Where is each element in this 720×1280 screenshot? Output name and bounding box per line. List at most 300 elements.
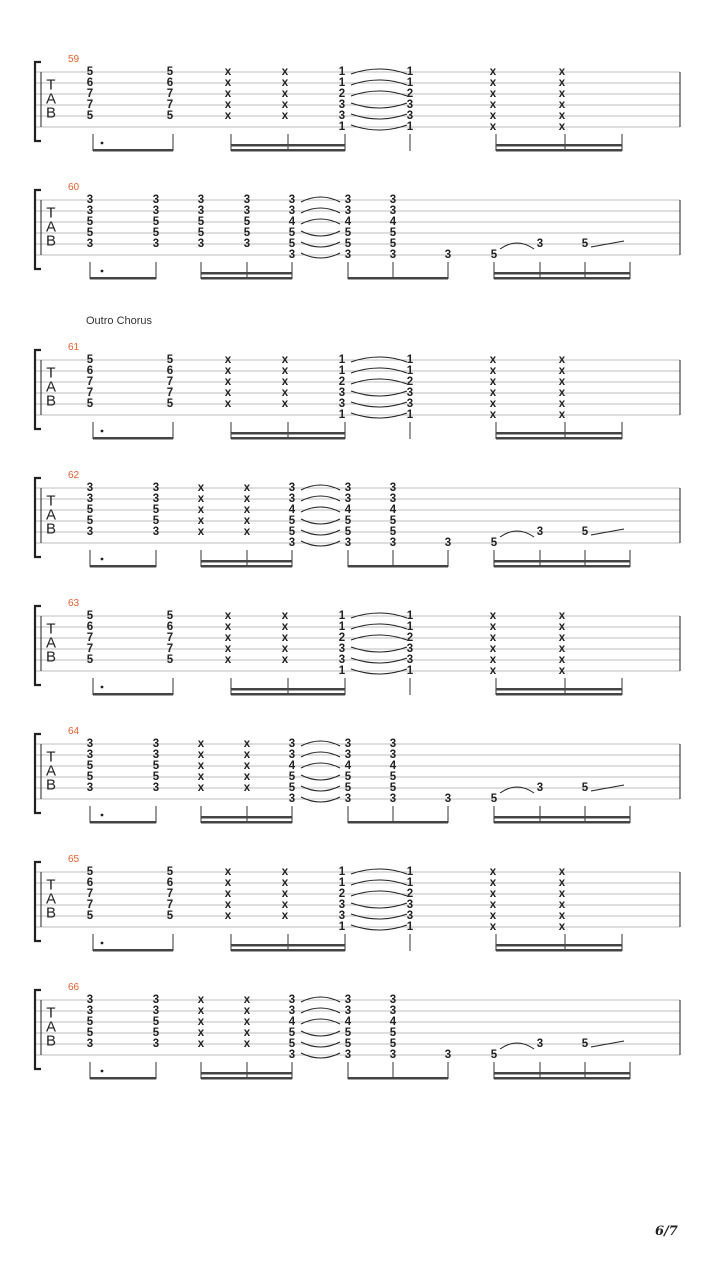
fret-number: 3 — [86, 749, 94, 761]
dead-note: x — [281, 99, 289, 111]
fret-number: 3 — [389, 793, 397, 805]
dead-note: x — [281, 398, 289, 410]
fret-number: 4 — [344, 1016, 352, 1028]
fret-number: 3 — [344, 1049, 352, 1061]
fret-number: 3 — [86, 1005, 94, 1017]
system-bracket — [35, 990, 41, 1069]
fret-number: 1 — [406, 66, 414, 78]
beam — [496, 688, 622, 691]
fret-number: 3 — [536, 526, 544, 538]
fret-number: 5 — [344, 771, 352, 783]
dead-note: x — [281, 387, 289, 399]
beam — [90, 1077, 156, 1080]
beam — [496, 149, 622, 152]
section-label-outro-chorus: Outro Chorus — [86, 315, 153, 327]
fret-number: 3 — [86, 526, 94, 538]
fret-number: 5 — [288, 227, 296, 239]
fret-number: 5 — [389, 1038, 397, 1050]
dead-note: x — [558, 899, 566, 911]
fret-number: 2 — [406, 888, 414, 900]
fret-number: 5 — [344, 515, 352, 527]
beam — [90, 821, 156, 824]
fret-number: 3 — [338, 99, 346, 111]
fret-number: 5 — [243, 227, 251, 239]
fret-number: 7 — [86, 376, 94, 388]
fret-number: 5 — [86, 771, 94, 783]
measure-number: 59 — [68, 54, 80, 65]
tab-system — [35, 726, 680, 824]
dead-note: x — [224, 88, 232, 100]
fret-number: 5 — [166, 66, 174, 78]
fret-number: 1 — [406, 665, 414, 677]
dead-note: x — [489, 110, 497, 122]
dead-note: x — [281, 888, 289, 900]
fret-number: 3 — [86, 994, 94, 1006]
beam — [496, 693, 622, 696]
beam — [231, 432, 345, 435]
fret-number: 5 — [86, 760, 94, 772]
dot — [101, 142, 104, 145]
fret-number: 3 — [406, 910, 414, 922]
fret-number: 3 — [288, 482, 296, 494]
beam — [496, 432, 622, 435]
dead-note: x — [224, 376, 232, 388]
system-bracket — [35, 478, 41, 557]
fret-number: 3 — [288, 249, 296, 261]
fret-number: 5 — [86, 110, 94, 122]
dead-note: x — [224, 99, 232, 111]
fret-number: 3 — [86, 782, 94, 794]
fret-number: 5 — [581, 782, 589, 794]
fret-number: 3 — [444, 537, 452, 549]
dead-note: x — [243, 771, 251, 783]
dead-note: x — [224, 610, 232, 622]
fret-number: 5 — [166, 110, 174, 122]
fret-number: 2 — [338, 376, 346, 388]
fret-number: 5 — [243, 216, 251, 228]
dead-note: x — [281, 643, 289, 655]
dead-note: x — [489, 409, 497, 421]
beam — [348, 821, 448, 824]
dead-note: x — [558, 88, 566, 100]
fret-number: 3 — [344, 493, 352, 505]
fret-number: 4 — [288, 504, 296, 516]
fret-number: 6 — [166, 365, 174, 377]
beam — [90, 565, 156, 568]
fret-number: 3 — [338, 910, 346, 922]
fret-number: 7 — [166, 387, 174, 399]
fret-number: 2 — [338, 88, 346, 100]
dead-note: x — [281, 365, 289, 377]
dot — [101, 1070, 104, 1073]
beam — [201, 821, 292, 824]
fret-number: 3 — [344, 205, 352, 217]
dead-note: x — [243, 482, 251, 494]
fret-number: 5 — [288, 238, 296, 250]
fret-number: 3 — [243, 238, 251, 250]
dot — [101, 942, 104, 945]
dead-note: x — [281, 654, 289, 666]
dead-note: x — [558, 398, 566, 410]
fret-number: 3 — [86, 205, 94, 217]
beam — [494, 821, 630, 824]
dead-note: x — [281, 66, 289, 78]
dead-note: x — [558, 66, 566, 78]
fret-number: 5 — [288, 771, 296, 783]
tab-clef-letter: T — [46, 204, 56, 222]
tab-clef-letter: A — [45, 90, 57, 108]
fret-number: 5 — [389, 771, 397, 783]
dead-note: x — [489, 877, 497, 889]
fret-number: 7 — [166, 99, 174, 111]
fret-number: 7 — [166, 632, 174, 644]
dead-note: x — [558, 654, 566, 666]
fret-number: 5 — [490, 537, 498, 549]
fret-number: 5 — [152, 515, 160, 527]
fret-number: 2 — [406, 376, 414, 388]
tab-clef-letter: B — [45, 520, 57, 538]
beam — [348, 565, 448, 568]
fret-number: 3 — [389, 994, 397, 1006]
dead-note: x — [558, 77, 566, 89]
fret-number: 1 — [338, 621, 346, 633]
tab-system — [35, 54, 680, 152]
dead-note: x — [489, 621, 497, 633]
fret-number: 3 — [152, 194, 160, 206]
system-bracket — [35, 190, 41, 269]
tab-clef-letter: T — [46, 1004, 56, 1022]
fret-number: 7 — [166, 88, 174, 100]
fret-number: 3 — [288, 994, 296, 1006]
dead-note: x — [489, 365, 497, 377]
fret-number: 3 — [197, 238, 205, 250]
dead-note: x — [224, 654, 232, 666]
fret-number: 2 — [338, 632, 346, 644]
beam — [93, 693, 173, 696]
fret-number: 5 — [166, 654, 174, 666]
dead-note: x — [489, 376, 497, 388]
beam — [231, 949, 345, 952]
fret-number: 5 — [86, 504, 94, 516]
tab-system — [35, 342, 680, 440]
tab-clef-letter: A — [45, 890, 57, 908]
dead-note: x — [558, 409, 566, 421]
beam — [201, 1072, 292, 1075]
dead-note: x — [489, 88, 497, 100]
dead-note: x — [489, 354, 497, 366]
dot — [101, 270, 104, 273]
dead-note: x — [281, 354, 289, 366]
fret-number: 3 — [338, 387, 346, 399]
fret-number: 5 — [490, 1049, 498, 1061]
fret-number: 5 — [389, 526, 397, 538]
dead-note: x — [281, 632, 289, 644]
fret-number: 5 — [344, 526, 352, 538]
dead-note: x — [243, 1016, 251, 1028]
fret-number: 3 — [152, 1038, 160, 1050]
fret-number: 5 — [581, 1038, 589, 1050]
dead-note: x — [489, 921, 497, 933]
fret-number: 3 — [288, 1005, 296, 1017]
fret-number: 3 — [288, 1049, 296, 1061]
fret-number: 3 — [444, 249, 452, 261]
fret-number: 5 — [86, 866, 94, 878]
tab-clef-letter: B — [45, 392, 57, 410]
fret-number: 3 — [444, 793, 452, 805]
fret-number: 1 — [338, 77, 346, 89]
fret-number: 7 — [86, 899, 94, 911]
fret-number: 3 — [86, 238, 94, 250]
dead-note: x — [224, 877, 232, 889]
fret-number: 1 — [338, 365, 346, 377]
fret-number: 5 — [152, 216, 160, 228]
fret-number: 3 — [536, 238, 544, 250]
dead-note: x — [224, 888, 232, 900]
fret-number: 1 — [406, 354, 414, 366]
dead-note: x — [224, 66, 232, 78]
fret-number: 3 — [86, 1038, 94, 1050]
fret-number: 7 — [166, 899, 174, 911]
dead-note: x — [224, 398, 232, 410]
dead-note: x — [281, 866, 289, 878]
fret-number: 5 — [86, 1016, 94, 1028]
fret-number: 5 — [389, 515, 397, 527]
fret-number: 3 — [406, 110, 414, 122]
fret-number: 1 — [338, 66, 346, 78]
fret-number: 3 — [389, 194, 397, 206]
measure-number: 62 — [68, 470, 80, 481]
fret-number: 3 — [152, 493, 160, 505]
dead-note: x — [558, 643, 566, 655]
dead-note: x — [224, 110, 232, 122]
fret-number: 1 — [406, 409, 414, 421]
fret-number: 2 — [338, 888, 346, 900]
tab-systems — [35, 54, 680, 1080]
fret-number: 6 — [86, 621, 94, 633]
fret-number: 5 — [288, 1027, 296, 1039]
fret-number: 5 — [166, 610, 174, 622]
system-bracket — [35, 606, 41, 685]
dead-note: x — [224, 354, 232, 366]
dead-note: x — [243, 1038, 251, 1050]
fret-number: 3 — [338, 110, 346, 122]
tab-system — [35, 854, 680, 952]
tab-clef-letter: A — [45, 218, 57, 236]
fret-number: 3 — [344, 537, 352, 549]
fret-number: 5 — [581, 526, 589, 538]
dead-note: x — [558, 121, 566, 133]
tab-clef-letter: A — [45, 506, 57, 524]
dead-note: x — [558, 921, 566, 933]
fret-number: 7 — [86, 643, 94, 655]
dead-note: x — [197, 526, 205, 538]
fret-number: 5 — [389, 1027, 397, 1039]
fret-number: 3 — [197, 205, 205, 217]
fret-number: 3 — [344, 793, 352, 805]
fret-number: 3 — [243, 205, 251, 217]
tab-system — [35, 982, 680, 1080]
fret-number: 3 — [288, 194, 296, 206]
dead-note: x — [197, 782, 205, 794]
dead-note: x — [489, 643, 497, 655]
measure-number: 66 — [68, 982, 80, 993]
fret-number: 1 — [338, 409, 346, 421]
dead-note: x — [489, 632, 497, 644]
fret-number: 7 — [166, 643, 174, 655]
fret-number: 1 — [338, 866, 346, 878]
fret-number: 1 — [406, 610, 414, 622]
dead-note: x — [224, 643, 232, 655]
beam — [494, 1077, 630, 1080]
beam — [231, 149, 345, 152]
fret-number: 5 — [166, 398, 174, 410]
measure-number: 61 — [68, 342, 80, 353]
fret-number: 3 — [406, 643, 414, 655]
fret-number: 3 — [344, 994, 352, 1006]
fret-number: 1 — [406, 921, 414, 933]
fret-number: 1 — [338, 877, 346, 889]
fret-number: 5 — [152, 1027, 160, 1039]
dead-note: x — [558, 387, 566, 399]
fret-number: 4 — [389, 216, 397, 228]
fret-number: 6 — [166, 621, 174, 633]
fret-number: 4 — [288, 216, 296, 228]
fret-number: 5 — [197, 227, 205, 239]
tab-clef-letter: T — [46, 876, 56, 894]
dead-note: x — [489, 121, 497, 133]
fret-number: 5 — [86, 227, 94, 239]
fret-number: 5 — [86, 1027, 94, 1039]
system-bracket — [35, 350, 41, 429]
system-bracket — [35, 862, 41, 941]
fret-number: 6 — [86, 77, 94, 89]
fret-number: 1 — [338, 354, 346, 366]
system-bracket — [35, 62, 41, 141]
dead-note: x — [489, 77, 497, 89]
fret-number: 5 — [344, 238, 352, 250]
fret-number: 7 — [166, 888, 174, 900]
fret-number: 7 — [86, 88, 94, 100]
dead-note: x — [281, 110, 289, 122]
dead-note: x — [281, 610, 289, 622]
fret-number: 5 — [86, 398, 94, 410]
system-bracket — [35, 734, 41, 813]
dead-note: x — [197, 504, 205, 516]
fret-number: 5 — [197, 216, 205, 228]
beam — [93, 437, 173, 440]
fret-number: 3 — [338, 654, 346, 666]
fret-number: 3 — [389, 249, 397, 261]
dead-note: x — [489, 899, 497, 911]
fret-number: 5 — [86, 654, 94, 666]
fret-number: 4 — [389, 760, 397, 772]
fret-number: 3 — [389, 482, 397, 494]
fret-number: 5 — [152, 1016, 160, 1028]
dead-note: x — [558, 665, 566, 677]
fret-number: 3 — [444, 1049, 452, 1061]
dot — [101, 558, 104, 561]
tab-clef-letter: B — [45, 104, 57, 122]
fret-number: 1 — [406, 621, 414, 633]
dead-note: x — [281, 910, 289, 922]
fret-number: 3 — [152, 1005, 160, 1017]
fret-number: 5 — [152, 504, 160, 516]
tab-clef-letter: B — [45, 1032, 57, 1050]
tab-clef-letter: A — [45, 1018, 57, 1036]
dot — [101, 430, 104, 433]
fret-number: 5 — [344, 227, 352, 239]
dead-note: x — [558, 110, 566, 122]
tab-system — [35, 598, 680, 696]
dead-note: x — [243, 1005, 251, 1017]
beam — [348, 1077, 448, 1080]
fret-number: 2 — [406, 632, 414, 644]
fret-number: 1 — [338, 121, 346, 133]
fret-number: 2 — [406, 88, 414, 100]
beam — [90, 277, 156, 280]
fret-number: 5 — [86, 66, 94, 78]
dead-note: x — [197, 493, 205, 505]
tab-system — [35, 470, 680, 568]
tab-system — [35, 182, 680, 280]
fret-number: 5 — [288, 782, 296, 794]
fret-number: 3 — [389, 537, 397, 549]
fret-number: 5 — [288, 1038, 296, 1050]
fret-number: 6 — [166, 877, 174, 889]
fret-number: 3 — [344, 482, 352, 494]
dead-note: x — [197, 994, 205, 1006]
beam — [494, 565, 630, 568]
fret-number: 5 — [86, 610, 94, 622]
dead-note: x — [197, 1038, 205, 1050]
dead-note: x — [243, 738, 251, 750]
dead-note: x — [224, 365, 232, 377]
fret-number: 5 — [389, 782, 397, 794]
beam — [231, 688, 345, 691]
measure-number: 64 — [68, 726, 80, 737]
fret-number: 3 — [152, 526, 160, 538]
fret-number: 5 — [344, 1038, 352, 1050]
dead-note: x — [224, 899, 232, 911]
dead-note: x — [558, 376, 566, 388]
dead-note: x — [243, 1027, 251, 1039]
dead-note: x — [243, 493, 251, 505]
fret-number: 3 — [288, 205, 296, 217]
dead-note: x — [224, 866, 232, 878]
dead-note: x — [281, 621, 289, 633]
fret-number: 3 — [389, 1005, 397, 1017]
beam — [201, 816, 292, 819]
dead-note: x — [489, 66, 497, 78]
dead-note: x — [558, 354, 566, 366]
measure-number: 65 — [68, 854, 80, 865]
fret-number: 3 — [152, 238, 160, 250]
beam — [231, 144, 345, 147]
beam — [201, 272, 292, 275]
beam — [231, 944, 345, 947]
dead-note: x — [243, 994, 251, 1006]
dot — [101, 814, 104, 817]
fret-number: 3 — [536, 1038, 544, 1050]
fret-number: 3 — [152, 482, 160, 494]
fret-number: 1 — [406, 866, 414, 878]
dead-note: x — [197, 1016, 205, 1028]
measure-number: 63 — [68, 598, 80, 609]
fret-number: 1 — [338, 610, 346, 622]
dead-note: x — [489, 99, 497, 111]
dead-note: x — [558, 632, 566, 644]
fret-number: 4 — [344, 760, 352, 772]
